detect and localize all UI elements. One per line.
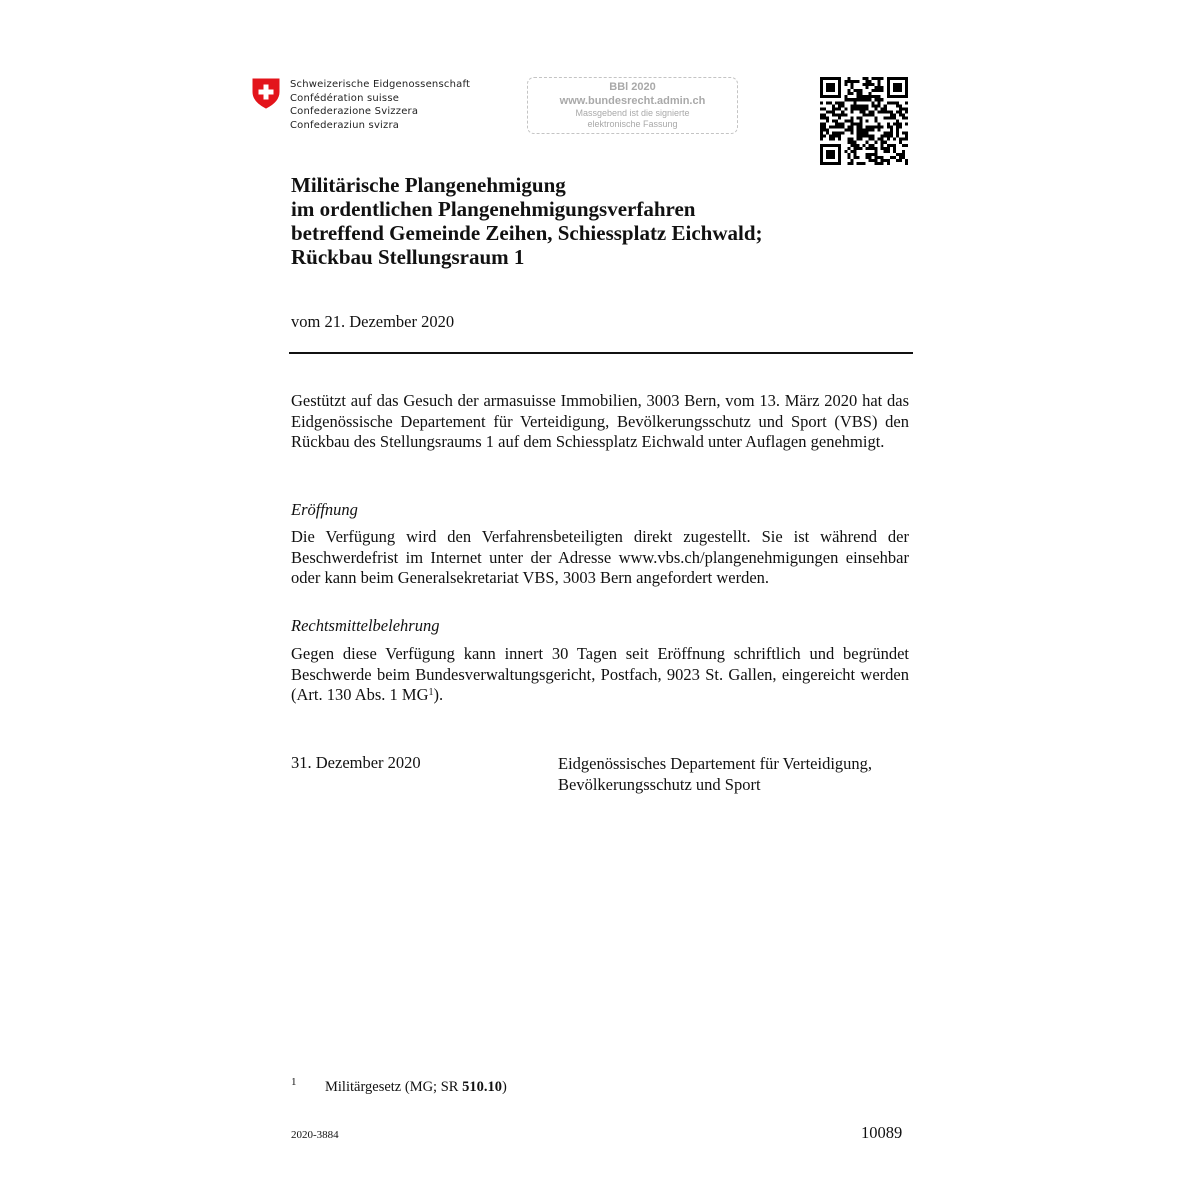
confederation-name-it: Confederazione Svizzera [290, 106, 419, 118]
document-date: vom 21. Dezember 2020 [291, 312, 455, 331]
rechtsmittel-tail: ). [433, 685, 444, 704]
confederation-name-de: Schweizerische Eidgenossenschaft [290, 79, 471, 90]
section-text-eroeffnung: Die Verfügung wird den Verfahrensbeteiligten direkt zugestellt. Sie ist während der Beschwerdefrist im Internet unter der Adresse www.vbs.ch/plangenehmigungen einsehbar oder kann beim Generalsekretariat VBS, 3003 Bern angefordert werden. [291, 527, 909, 587]
footnote-sr-number: 510.10 [462, 1079, 502, 1095]
footnote-number: 1 [291, 1076, 297, 1088]
stamp-url: www.bundesrecht.admin.ch [559, 95, 706, 107]
section-heading-eroeffnung: Eröffnung [291, 500, 358, 519]
footnote-law: Militärgesetz (MG; SR [325, 1079, 463, 1095]
title-line-3: betreffend Gemeinde Zeihen, Schiessplatz Eichwald; [291, 221, 763, 245]
stamp-note-2: elektronische Fassung [587, 119, 678, 129]
section-text-rechtsmittel [291, 644, 909, 706]
confederation-name-rm: Confederaziun svizra [290, 119, 400, 131]
signature-dept-line-2: Bevölkerungsschutz und Sport [558, 775, 761, 794]
bbl-stamp [527, 77, 738, 134]
confederation-names [290, 78, 470, 132]
title-line-4: Rückbau Stellungsraum 1 [291, 245, 525, 269]
signature-dept-line-1: Eidgenössisches Departement für Verteidigung, [558, 754, 873, 773]
signature-date: 31. Dezember 2020 [291, 753, 421, 772]
page-number: 10089 [861, 1123, 903, 1142]
footnote-tail: ) [501, 1079, 507, 1095]
swiss-coat-of-arms-icon [252, 78, 280, 109]
signature-department [558, 753, 872, 795]
document-id: 2020-3884 [291, 1129, 339, 1141]
stamp-note-1: Massgebend ist die signierte [575, 108, 690, 118]
document-title [291, 173, 931, 269]
qr-code-icon [820, 77, 908, 165]
section-heading-rechtsmittel: Rechtsmittelbelehrung [291, 616, 440, 635]
title-divider [289, 352, 913, 354]
rechtsmittel-text: Gegen diese Verfügung kann innert 30 Tagen seit Eröffnung schriftlich und begründet Beschwerde beim Bundesverwaltungsgericht, Postfach, 9023 St. Gallen, eingereicht werden (Art. 130 Abs. 1 MG [291, 644, 909, 704]
intro-paragraph: Gestützt auf das Gesuch der armasuisse Immobilien, 3003 Bern, vom 13. März 2020 hat das Eidgenössische Departement für Verteidigung, Bevölkerungsschutz und Sport (VBS) den Rückbau des Stellungsraums 1 auf dem Schiessplatz Eichwald unter Auflagen genehmigt. [291, 391, 909, 451]
confederation-name-fr: Confédération suisse [290, 92, 400, 104]
footnote-reference[interactable]: 1 [428, 687, 434, 698]
title-line-1: Militärische Plangenehmigung [291, 173, 566, 197]
stamp-bbl: BBl 2020 [609, 81, 656, 93]
title-line-2: im ordentlichen Plangenehmigungsverfahren [291, 197, 696, 221]
footnote-text [325, 1079, 507, 1096]
